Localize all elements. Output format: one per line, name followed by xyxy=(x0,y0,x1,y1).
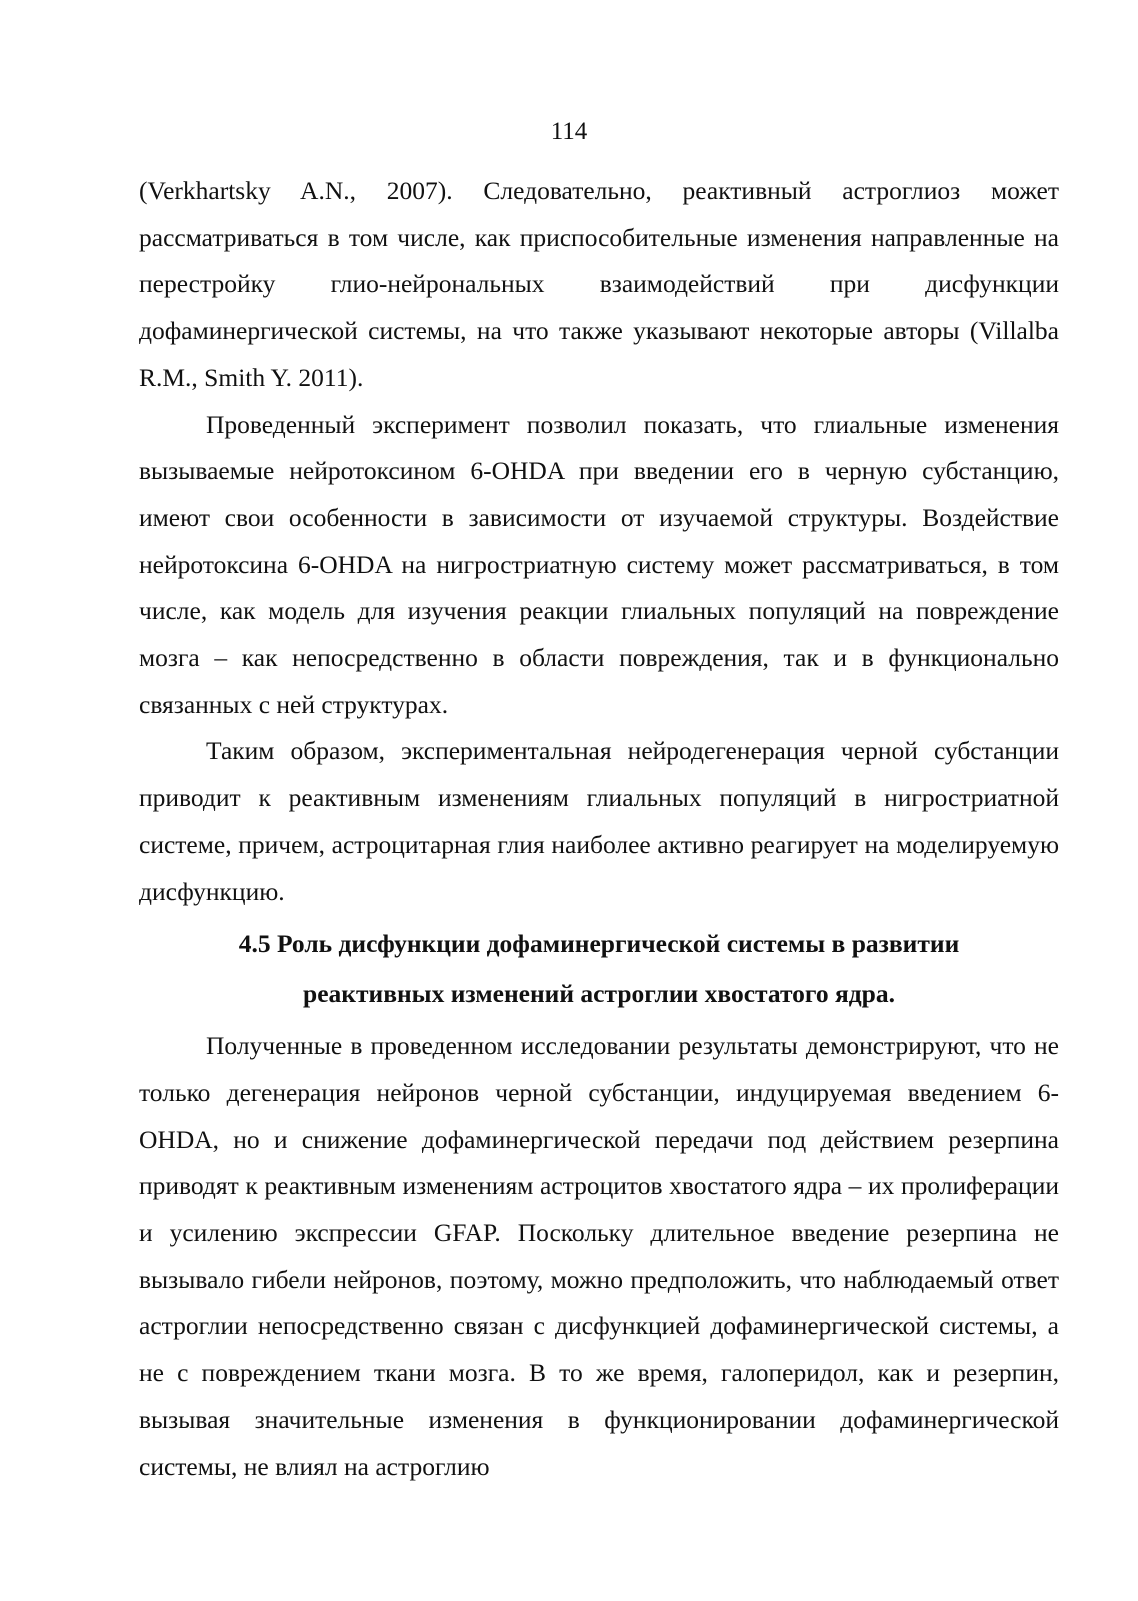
section-heading-line-2: реактивных изменений астроглии хвостатого ядра. xyxy=(303,979,895,1009)
paragraph-results: Полученные в проведенном исследовании результаты демонстрируют, что не только дегенерация нейронов черной субстанции, индуцируемая введением 6-OHDA, но и снижение дофаминергической передачи под действием резерпина приводят к реактивным изменениям астроцитов хвостатого ядра – их пролиферации и усилению экспрессии GFAP. Поскольку длительное введение резерпина не вызывало гибели нейронов, поэтому, можно предположить, что наблюдаемый ответ астроглии непосредственно связан с дисфункцией дофаминергической системы, а не с повреждением ткани мозга. В то же время, галоперидол, как и резерпин, вызывая значительные изменения в функционировании дофаминергической системы, не влиял на астроглию xyxy=(139,1031,1059,1481)
body-text xyxy=(139,168,1059,1490)
section-heading xyxy=(139,915,1059,1023)
paragraph-conclusion: Таким образом, экспериментальная нейродегенерация черной субстанции приводит к реактивным изменениям глиальных популяций в нигростриатной системе, причем, астроцитарная глия наиболее активно реагирует на моделируемую дисфункцию. xyxy=(139,736,1059,906)
paragraph-experiment-6ohda: Проведенный эксперимент позволил показать, что глиальные изменения вызываемые нейротоксином 6-OHDA при введении его в черную субстанцию, имеют свои особенности в зависимости от изучаемой структуры. Воздействие нейротоксина 6-OHDA на нигростриатную систему может рассматриваться, в том числе, как модель для изучения реакции глиальных популяций на повреждение мозга – как непосредственно в области повреждения, так и в функционально связанных с ней структурах. xyxy=(139,409,1059,719)
paragraph-verkhartsky-citation: (Verkhartsky A.N., 2007). Следовательно, реактивный астроглиоз может рассматриваться в том числе, как приспособительные изменения направленные на перестройку глио-нейрональных взаимодействий при дисфункции дофаминергической системы, на что также указывают некоторые авторы (Villalba R.M., Smith Y. 2011). xyxy=(139,176,1059,392)
section-heading-line-1: 4.5 Роль дисфункции дофаминергической системы в развитии xyxy=(238,929,960,959)
page-number: 114 xyxy=(550,118,588,145)
